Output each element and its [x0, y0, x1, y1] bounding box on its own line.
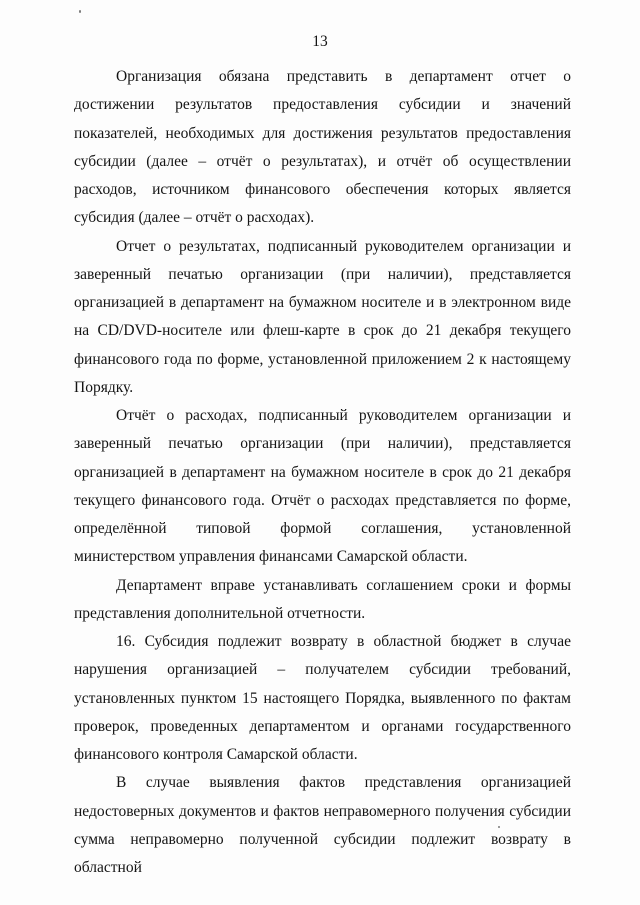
scan-mark-top: [79, 10, 81, 13]
page-number: 13: [312, 33, 328, 50]
paragraph-additional-reporting: Департамент вправе устанавливать соглашением сроки и формы представления дополнительной отчетности.: [74, 576, 571, 622]
document-body: [74, 63, 571, 882]
paragraph-report-obligation: Организация обязана представить в департамент отчет о достижении результатов предоставления субсидии и значений показателей, необходимых для достижения результатов предоставления субсидии (далее – отчёт о результатах), и отчёт об осуществлении расходов, источником финансового обеспечения которых является субсидия (далее – отчёт о расходах).: [74, 68, 571, 227]
paragraph-expenses-report: Отчёт о расходах, подписанный руководителем организации и заверенный печатью организации (при наличии), представляется организацией в департамент на бумажном носителе в срок до 21 декабря текущего финансового года. Отчёт о расходах представляется по форме, определённой типовой формой соглашения, установленной министерством управления финансами Самарской области.: [74, 407, 571, 566]
paragraph-subsidy-return: 16. Субсидия подлежит возврату в областной бюджет в случае нарушения организацией – получателем субсидии требований, установленных пунктом 15 настоящего Порядка, выявленного по фактам проверок, проведенных департаментом и органами государственного финансового контроля Самарской области.: [74, 633, 571, 763]
paragraph-results-report: Отчет о результатах, подписанный руководителем организации и заверенный печатью организации (при наличии), представляется организацией в департамент на бумажном носителе и в электронном виде на CD/DVD-носителе или флеш-карте в срок до 21 декабря текущего финансового года по форме, установленной приложением 2 к настоящему Порядку.: [74, 237, 571, 396]
paragraph-unlawful-receipt: В случае выявления фактов представления организацией недостоверных документов и фактов неправомерного получения субсидии сумма неправомерно полученной субсидии подлежит возврату в областной: [74, 774, 571, 876]
